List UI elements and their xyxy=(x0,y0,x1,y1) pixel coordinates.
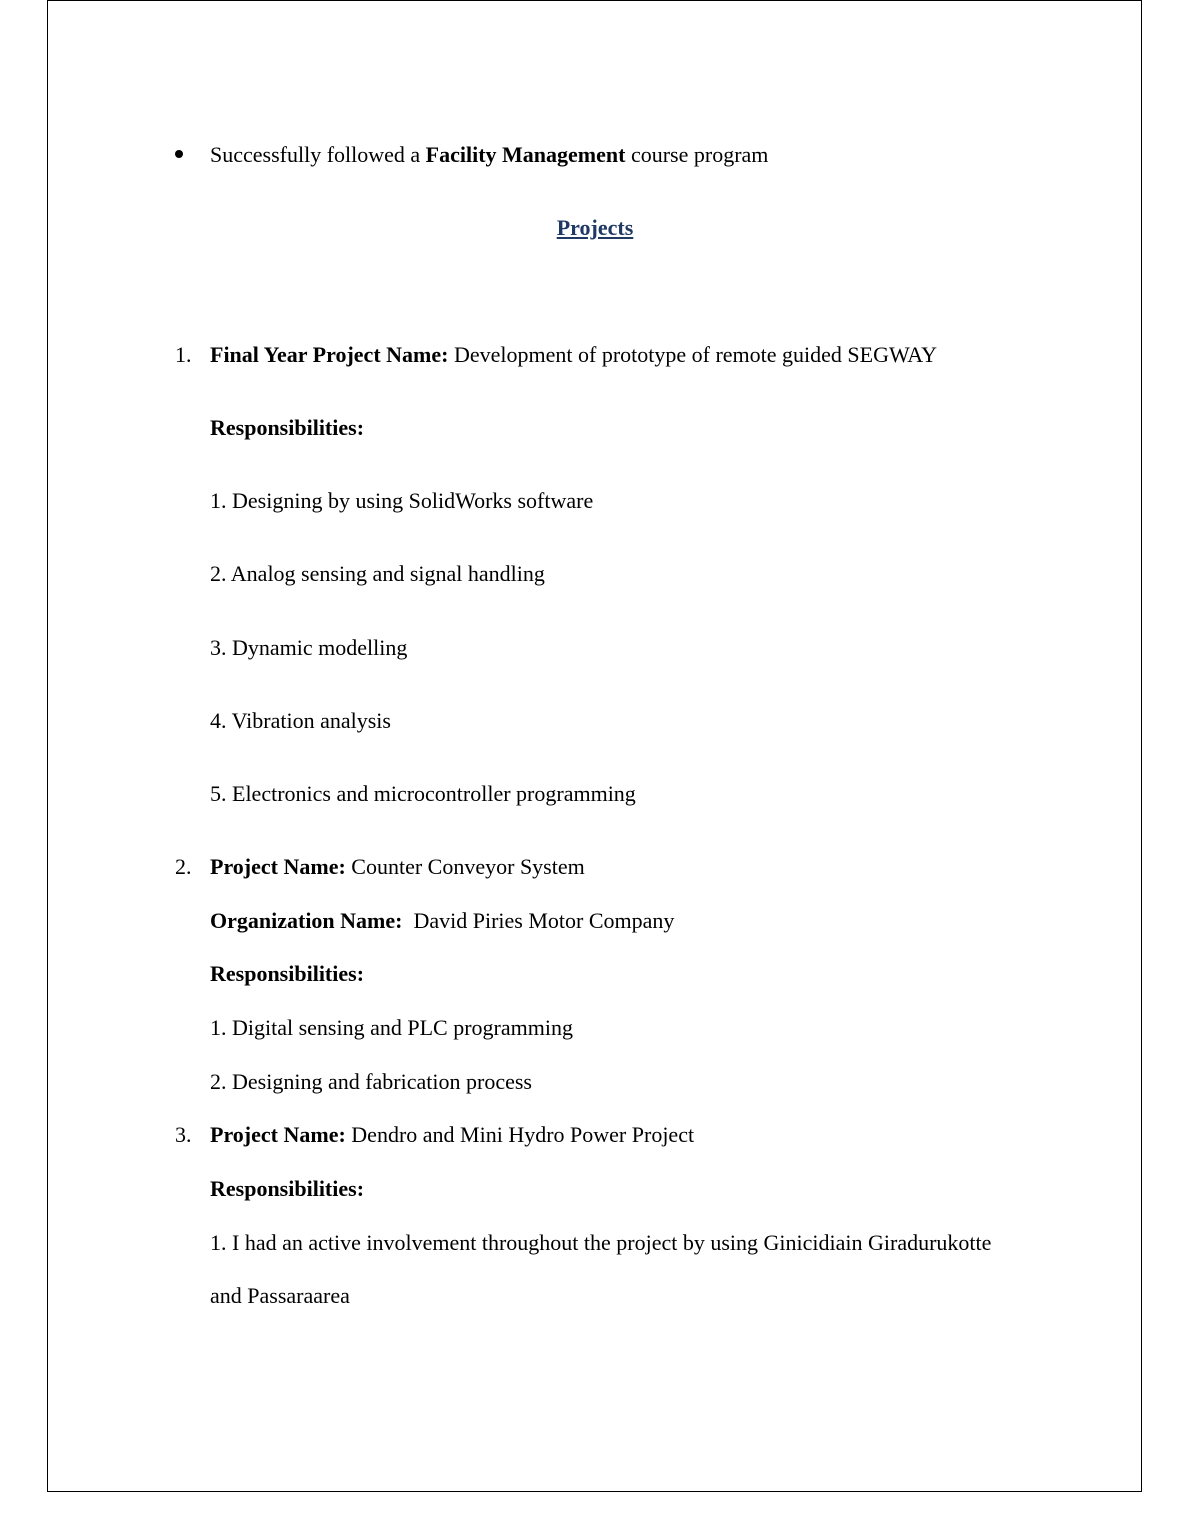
project-1-responsibilities-label xyxy=(210,415,364,441)
project-1-title xyxy=(210,342,937,368)
project-3-title xyxy=(210,1122,694,1148)
education-bold: Facility Management xyxy=(425,142,626,167)
project-1-responsibility-5: 5. Electronics and microcontroller programming xyxy=(210,781,636,806)
project-3-responsibility-1-continued: and Passaraarea xyxy=(210,1283,350,1308)
project-2-org-value: David Piries Motor Company xyxy=(402,908,675,933)
project-2-responsibility-1: 1. Digital sensing and PLC programming xyxy=(210,1015,573,1040)
project-2-value: Counter Conveyor System xyxy=(345,854,585,879)
project-1-responsibility-2: 2. Analog sensing and signal handling xyxy=(210,561,545,586)
responsibilities-label: Responsibilities: xyxy=(210,415,365,440)
project-2-org-label: Organization Name: xyxy=(210,908,403,933)
education-suffix: course program xyxy=(625,142,769,167)
section-heading-projects: Projects xyxy=(556,215,634,240)
project-1-responsibility-1: 1. Designing by using SolidWorks software xyxy=(210,488,594,513)
education-bullet xyxy=(210,142,768,168)
project-1-responsibility-4: 4. Vibration analysis xyxy=(210,708,391,733)
responsibilities-label: Responsibilities: xyxy=(210,1176,365,1201)
project-2-title xyxy=(210,854,585,880)
project-3-value: Dendro and Mini Hydro Power Project xyxy=(345,1122,695,1147)
project-3-label: Project Name: xyxy=(210,1122,346,1147)
project-3-number: 3. xyxy=(175,1122,192,1147)
education-prefix: Successfully followed a xyxy=(210,142,426,167)
project-1-value: Development of prototype of remote guided SEGWAY xyxy=(448,342,938,367)
project-1-number: 1. xyxy=(175,342,192,367)
project-3-responsibilities-label xyxy=(210,1176,364,1202)
project-2-label: Project Name: xyxy=(210,854,346,879)
project-2-responsibilities-label xyxy=(210,961,364,987)
project-2-number: 2. xyxy=(175,854,192,879)
project-2-organization xyxy=(210,908,674,934)
project-2-responsibility-2: 2. Designing and fabrication process xyxy=(210,1069,532,1094)
project-1-label: Final Year Project Name: xyxy=(210,342,449,367)
project-1-responsibility-3: 3. Dynamic modelling xyxy=(210,635,408,660)
project-3-responsibility-1: 1. I had an active involvement throughout the project by using Ginicidiain Giradurukotte xyxy=(210,1230,992,1255)
responsibilities-label: Responsibilities: xyxy=(210,961,365,986)
bullet-dot-icon xyxy=(175,150,183,158)
